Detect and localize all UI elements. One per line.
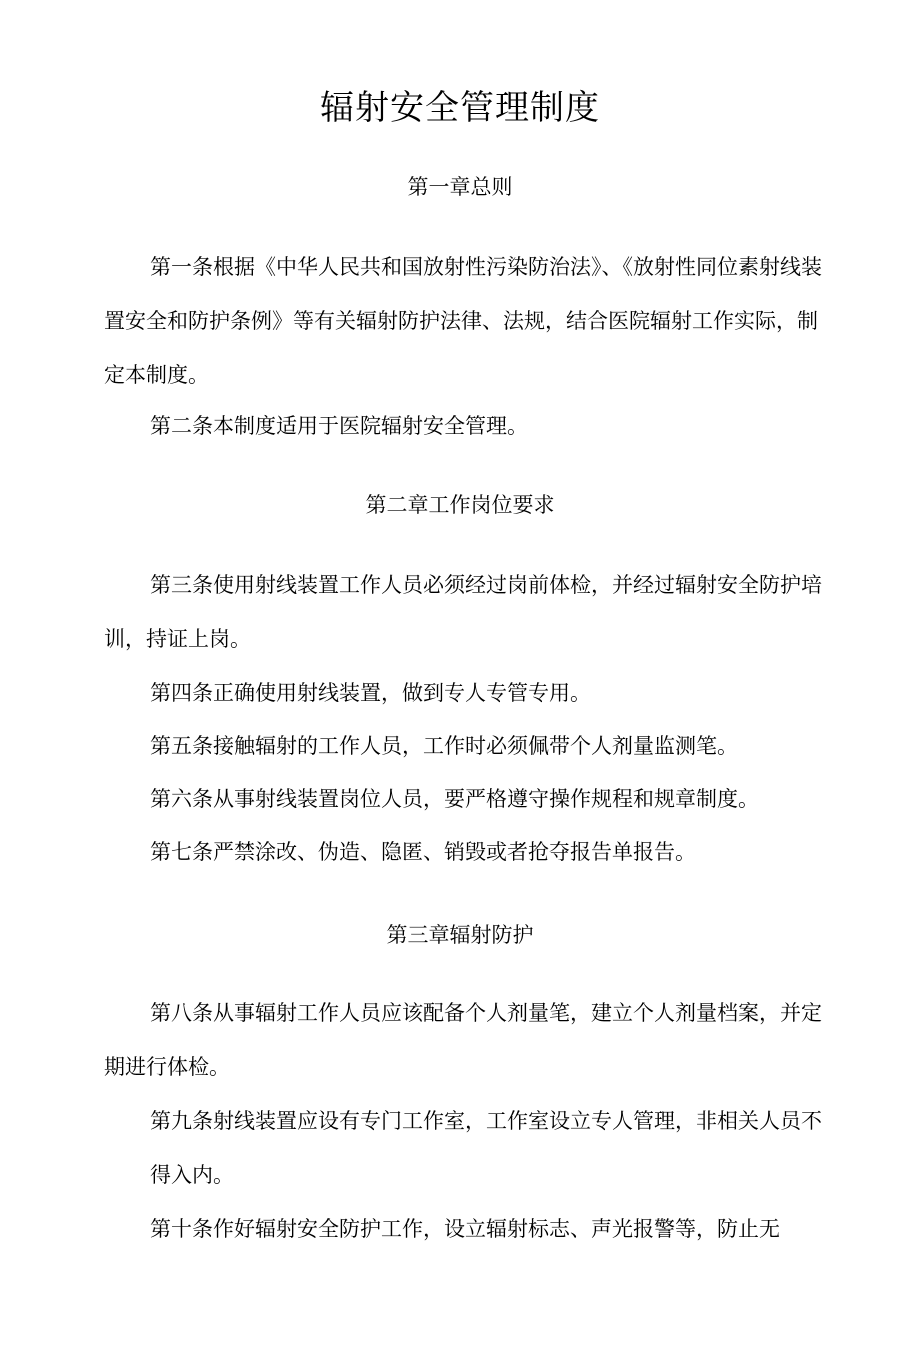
article-4: 第四条正确使用射线装置，做到专人专管专用。 [150,681,591,705]
article-1: 第一条根据《中华人民共和国放射性污染防治法》、《放射性同位素射线装置安全和防护条例》等有关辐射防护法律、法规，结合医院辐射工作实际，制定本制度。 [104,255,822,387]
document-title: 辐射安全管理制度 [320,88,600,128]
chapter-heading: 第二章工作岗位要求 [365,493,555,517]
article-2: 第二条本制度适用于医院辐射安全管理。 [150,414,528,438]
article-9: 第九条射线装置应设有专门工作室，工作室设立专人管理，非相关人员不得入内。 [150,1109,822,1187]
article-7: 第七条严禁涂改、伪造、隐匿、销毁或者抢夺报告单报告。 [150,840,696,864]
article-6: 第六条从事射线装置岗位人员，要严格遵守操作规程和规章制度。 [150,787,759,811]
article-5: 第五条接触辐射的工作人员，工作时必须佩带个人剂量监测笔。 [150,734,738,758]
chapter-heading: 第一章总则 [407,175,513,199]
chapter-heading: 第三章辐射防护 [386,923,534,947]
article-8: 第八条从事辐射工作人员应该配备个人剂量笔，建立个人剂量档案，并定期进行体检。 [104,1001,822,1079]
article-3: 第三条使用射线装置工作人员必须经过岗前体检，并经过辐射安全防护培训，持证上岗。 [104,573,822,651]
article-10: 第十条作好辐射安全防护工作，设立辐射标志、声光报警等，防止无 [150,1217,780,1241]
